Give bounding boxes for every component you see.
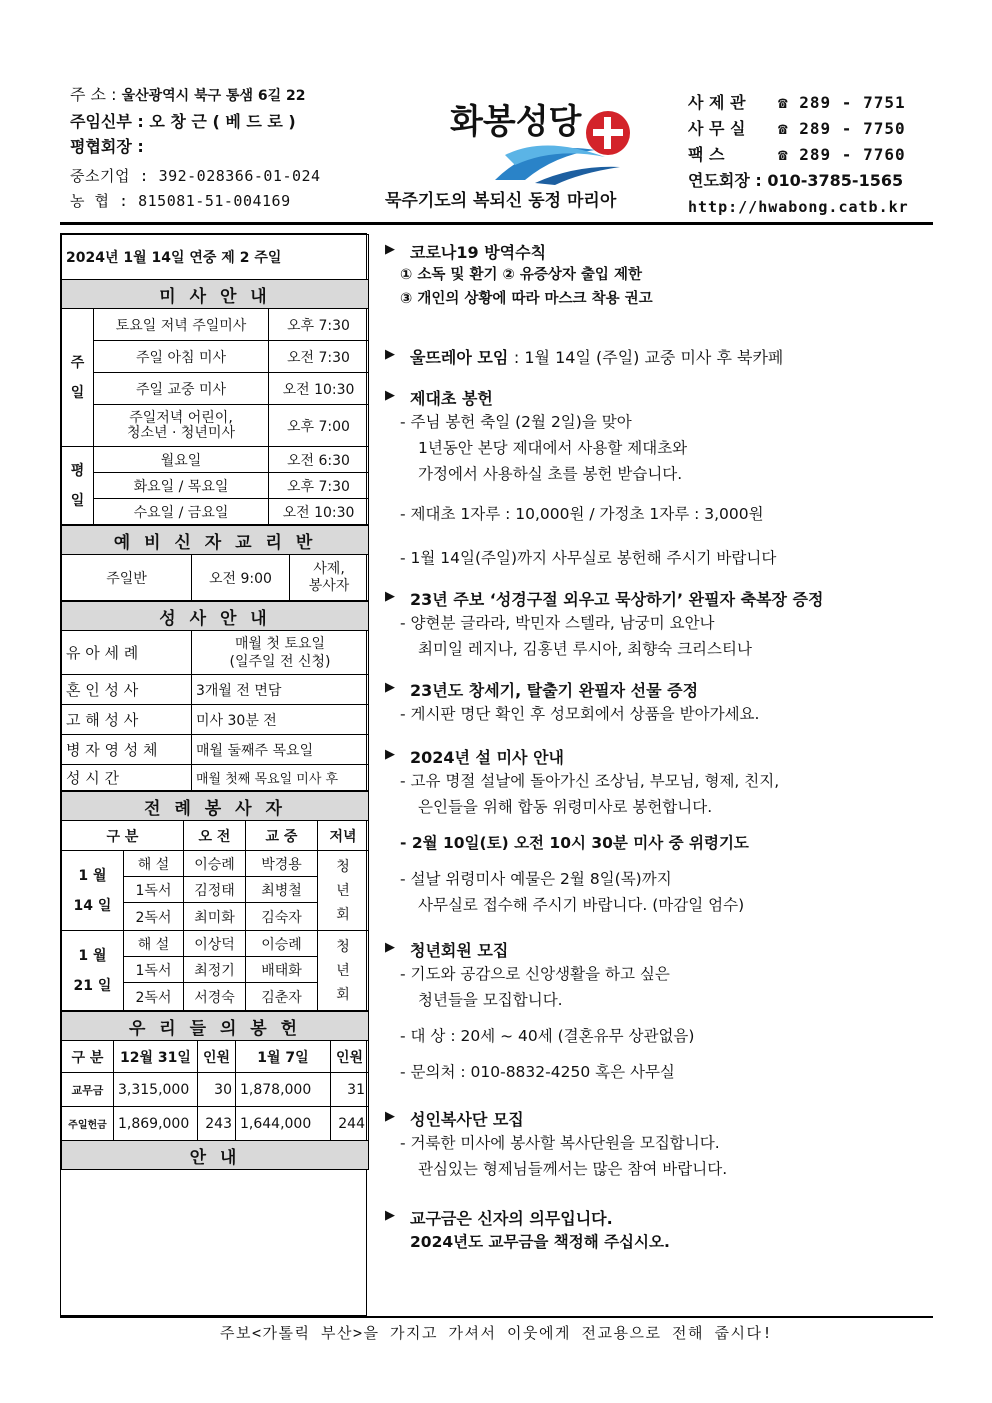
offering-count: 243 — [198, 1107, 236, 1141]
liturgy-date: 1 월 21 일 — [62, 931, 124, 1011]
catechumen-class: 주일반 — [62, 555, 192, 601]
mass-time: 오전 10:30 — [269, 373, 369, 405]
divider — [60, 222, 933, 225]
candle-line: - 주님 봉헌 축일 (2월 2일)을 맞아 — [400, 413, 632, 431]
liturgy-role: 2독서 — [124, 903, 184, 931]
offering-amount: 1,878,000 — [236, 1073, 331, 1107]
liturgy-section-title: 전 례 봉 사 자 — [62, 792, 369, 821]
liturgy-header: 오 전 — [184, 821, 246, 851]
liturgy-morning: 서경숙 — [184, 983, 246, 1011]
sacrament-info: 미사 30분 전 — [192, 705, 369, 735]
website-link[interactable]: http://hwabong.catb.kr — [688, 198, 909, 216]
liturgy-date: 1 월 14 일 — [62, 851, 124, 931]
sacrament-section-title: 성 사 안 내 — [62, 602, 369, 631]
offering-amount: 1,644,000 — [236, 1107, 331, 1141]
covid-line: ① 소독 및 환기 ② 유증상자 출입 제한 — [400, 267, 642, 283]
liturgy-evening: 청 년 회 — [318, 931, 369, 1011]
sacrament-name: 병 자 영 성 체 — [62, 735, 192, 765]
covid-title: ▶ 코로나19 방역수칙 — [385, 240, 930, 263]
date-line: 2024년 1월 14일 연중 제 2 주일 — [62, 235, 369, 280]
sidebar — [60, 233, 367, 1316]
liturgy-main: 박경용 — [246, 851, 318, 877]
liturgy-main: 김숙자 — [246, 903, 318, 931]
liturgy-role: 해 설 — [124, 931, 184, 957]
mass-time: 오후 7:30 — [269, 309, 369, 341]
mass-name: 주일 교중 미사 — [94, 373, 269, 405]
mass-name: 토요일 저녁 주일미사 — [94, 309, 269, 341]
mass-section-title: 미 사 안 내 — [62, 280, 369, 309]
contact-label: 사 제 관 — [688, 93, 746, 112]
covid-line: ③ 개인의 상황에 따라 마스크 착용 권고 — [400, 291, 653, 307]
sacrament-info: 매월 둘째주 목요일 — [192, 735, 369, 765]
bible-title: ▶ 23년 주보 ‘성경구절 외우고 묵상하기’ 완필자 축복장 증정 — [385, 587, 930, 610]
bible-line: - 양현분 글라라, 박민자 스텔라, 남궁미 요안나 — [400, 614, 715, 632]
announcements — [385, 240, 930, 1255]
bank2-label: 농 협 : — [70, 192, 129, 210]
genesis-title: ▶ 23년도 창세기, 탈출기 완필자 선물 증정 — [385, 678, 930, 701]
sunday-label: 주 일 — [62, 309, 94, 447]
mass-time: 오후 7:30 — [269, 473, 369, 499]
catechumen-teacher: 사제, 봉사자 — [290, 555, 369, 601]
offering-category: 교무금 — [62, 1073, 114, 1107]
youth-line: - 대 상 : 20세 ~ 40세 (결혼유무 상관없음) — [400, 1027, 695, 1045]
weekday-label: 평 일 — [62, 447, 94, 525]
ultreya-text: : 1월 14일 (주일) 교중 미사 후 북카페 — [513, 348, 784, 367]
sacrament-name: 혼 인 성 사 — [62, 675, 192, 705]
contact-phone: ☎ 289 - 7760 — [778, 145, 906, 164]
logo-graphic — [445, 95, 645, 185]
address: 울산광역시 북구 통샘 6길 22 — [121, 88, 306, 104]
sacrament-name: 고 해 성 사 — [62, 705, 192, 735]
liturgy-main: 최병철 — [246, 877, 318, 903]
offering-amount: 1,869,000 — [114, 1107, 198, 1141]
notice-section-title: 안 내 — [62, 1141, 369, 1170]
youth-line: - 기도와 공감으로 신앙생활을 하고 싶은 — [400, 965, 670, 983]
altar-title: ▶ 성인복사단 모집 — [385, 1107, 930, 1130]
dues-line: 2024년도 교무금을 책정해 주십시오. — [410, 1233, 670, 1251]
bank2-account: 815081-51-004169 — [138, 192, 291, 210]
offering-header: 인원 — [331, 1041, 369, 1073]
mass-name: 주일 아침 미사 — [94, 341, 269, 373]
contact-phone: ☎ 289 - 7750 — [778, 119, 906, 138]
offering-section-title: 우 리 들 의 봉 헌 — [62, 1012, 369, 1041]
catechumen-section-title: 예 비 신 자 교 리 반 — [62, 526, 369, 555]
priest-name: 오 창 근 ( 베 드 로 ) — [149, 112, 296, 131]
priest-label: 주임신부 : — [70, 112, 144, 131]
ultreya-title: 울뜨레아 모임 — [410, 348, 509, 367]
mass-name: 월요일 — [94, 447, 269, 473]
mass-time: 오전 10:30 — [269, 499, 369, 525]
liturgy-morning: 최정기 — [184, 957, 246, 983]
bank1-label: 중소기업 : — [70, 167, 150, 185]
mass-time: 오전 6:30 — [269, 447, 369, 473]
bible-line: 최미일 레지나, 김홍년 루시아, 최향숙 크리스티나 — [418, 640, 752, 658]
mass-name: 주일저녁 어린이, 청소년 · 청년미사 — [94, 405, 269, 447]
dues-title: ▶ 교구금은 신자의 의무입니다. — [385, 1206, 930, 1229]
newyear-title: ▶ 2024년 설 미사 안내 — [385, 745, 930, 768]
liturgy-morning: 이승례 — [184, 851, 246, 877]
altar-line: 관심있는 형제님들께서는 많은 참여 바랍니다. — [418, 1160, 728, 1178]
liturgy-morning: 이상덕 — [184, 931, 246, 957]
contact-phone: ☎ 289 - 7751 — [778, 93, 906, 112]
liturgy-header: 교 중 — [246, 821, 318, 851]
newyear-line: - 고유 명절 설날에 돌아가신 조상님, 부모님, 형제, 친지, — [400, 772, 780, 790]
motto: 묵주기도의 복되신 동정 마리아 — [385, 191, 617, 211]
offering-count: 31 — [331, 1073, 369, 1107]
offering-amount: 3,315,000 — [114, 1073, 198, 1107]
altar-line: - 거룩한 미사에 봉사할 복사단원을 모집합니다. — [400, 1134, 720, 1152]
newyear-line: 사무실로 접수해 주시기 바랍니다. (마감일 엄수) — [418, 896, 745, 914]
offering-header: 1월 7일 — [236, 1041, 331, 1073]
divider — [60, 1316, 933, 1318]
liturgy-role: 해 설 — [124, 851, 184, 877]
mass-table — [61, 234, 369, 525]
mass-name: 화요일 / 목요일 — [94, 473, 269, 499]
youth-line: 청년들을 모집합니다. — [418, 991, 563, 1009]
genesis-line: - 게시판 명단 확인 후 성모회에서 상품을 받아가세요. — [400, 705, 760, 723]
newyear-line: 은인들을 위해 합동 위령미사로 봉헌합니다. — [418, 798, 713, 816]
footer-text: 주보<가톨릭 부산>을 가지고 가셔서 이웃에게 전교용으로 전해 줍시다! — [219, 1324, 774, 1342]
liturgy-role: 1독서 — [124, 877, 184, 903]
mass-time: 오전 7:30 — [269, 341, 369, 373]
sacrament-info: 매월 첫 토요일 (일주일 전 신청) — [192, 631, 369, 675]
offering-category: 주일헌금 — [62, 1107, 114, 1141]
church-name: 화봉성당 — [450, 102, 582, 142]
liturgy-evening: 청 년 회 — [318, 851, 369, 931]
liturgy-table — [61, 791, 369, 1011]
sacrament-table — [61, 601, 369, 791]
liturgy-header: 구 분 — [62, 821, 184, 851]
mass-time: 오후 7:00 — [269, 405, 369, 447]
newyear-line: - 설날 위령미사 예물은 2월 8일(목)까지 — [400, 870, 672, 888]
offering-header: 구 분 — [62, 1041, 114, 1073]
youth-line: - 문의처 : 010-8832-4250 혹은 사무실 — [400, 1063, 675, 1081]
youth-leader: 연도회장 : 010-3785-1565 — [688, 171, 904, 190]
liturgy-header: 저녁 — [318, 821, 369, 851]
catechumen-table — [61, 525, 369, 601]
sacrament-name: 유 아 세 례 — [62, 631, 192, 675]
candle-line: - 1월 14일(주일)까지 사무실로 봉헌해 주시기 바랍니다 — [400, 549, 777, 567]
catechumen-time: 오전 9:00 — [192, 555, 290, 601]
liturgy-main: 이승례 — [246, 931, 318, 957]
liturgy-main: 김춘자 — [246, 983, 318, 1011]
contact-label: 사 무 실 — [688, 119, 746, 138]
address-label: 주 소 : — [70, 85, 117, 104]
candle-line: - 제대초 1자루 : 10,000원 / 가정초 1자루 : 3,000원 — [400, 505, 764, 523]
candle-line: 가정에서 사용하실 초를 봉헌 받습니다. — [418, 465, 683, 483]
church-logo — [445, 95, 645, 185]
contact-info — [688, 90, 909, 220]
liturgy-main: 배태화 — [246, 957, 318, 983]
offering-count: 244 — [331, 1107, 369, 1141]
candle-line: 1년동안 본당 제대에서 사용할 제대초와 — [418, 439, 688, 457]
header-info — [70, 82, 321, 214]
sacrament-name: 성 시 간 — [62, 765, 192, 791]
liturgy-role: 2독서 — [124, 983, 184, 1011]
sacrament-info: 3개월 전 면담 — [192, 675, 369, 705]
candle-title: ▶ 제대초 봉헌 — [385, 386, 930, 409]
offering-header: 인원 — [198, 1041, 236, 1073]
offering-table — [61, 1011, 369, 1170]
ultreya-item — [385, 345, 930, 368]
offering-count: 30 — [198, 1073, 236, 1107]
sacrament-info: 매월 첫째 목요일 미사 후 — [192, 765, 369, 791]
newyear-line: - 2월 10일(토) 오전 10시 30분 미사 중 위령기도 — [400, 834, 749, 852]
mass-name: 수요일 / 금요일 — [94, 499, 269, 525]
offering-header: 12월 31일 — [114, 1041, 198, 1073]
youth-title: ▶ 청년회원 모집 — [385, 938, 930, 961]
bank1-account: 392-028366-01-024 — [158, 167, 321, 185]
liturgy-morning: 김정태 — [184, 877, 246, 903]
contact-label: 팩 스 — [688, 145, 725, 164]
council-label: 평협회장 : — [70, 137, 144, 156]
liturgy-role: 1독서 — [124, 957, 184, 983]
liturgy-morning: 최미화 — [184, 903, 246, 931]
